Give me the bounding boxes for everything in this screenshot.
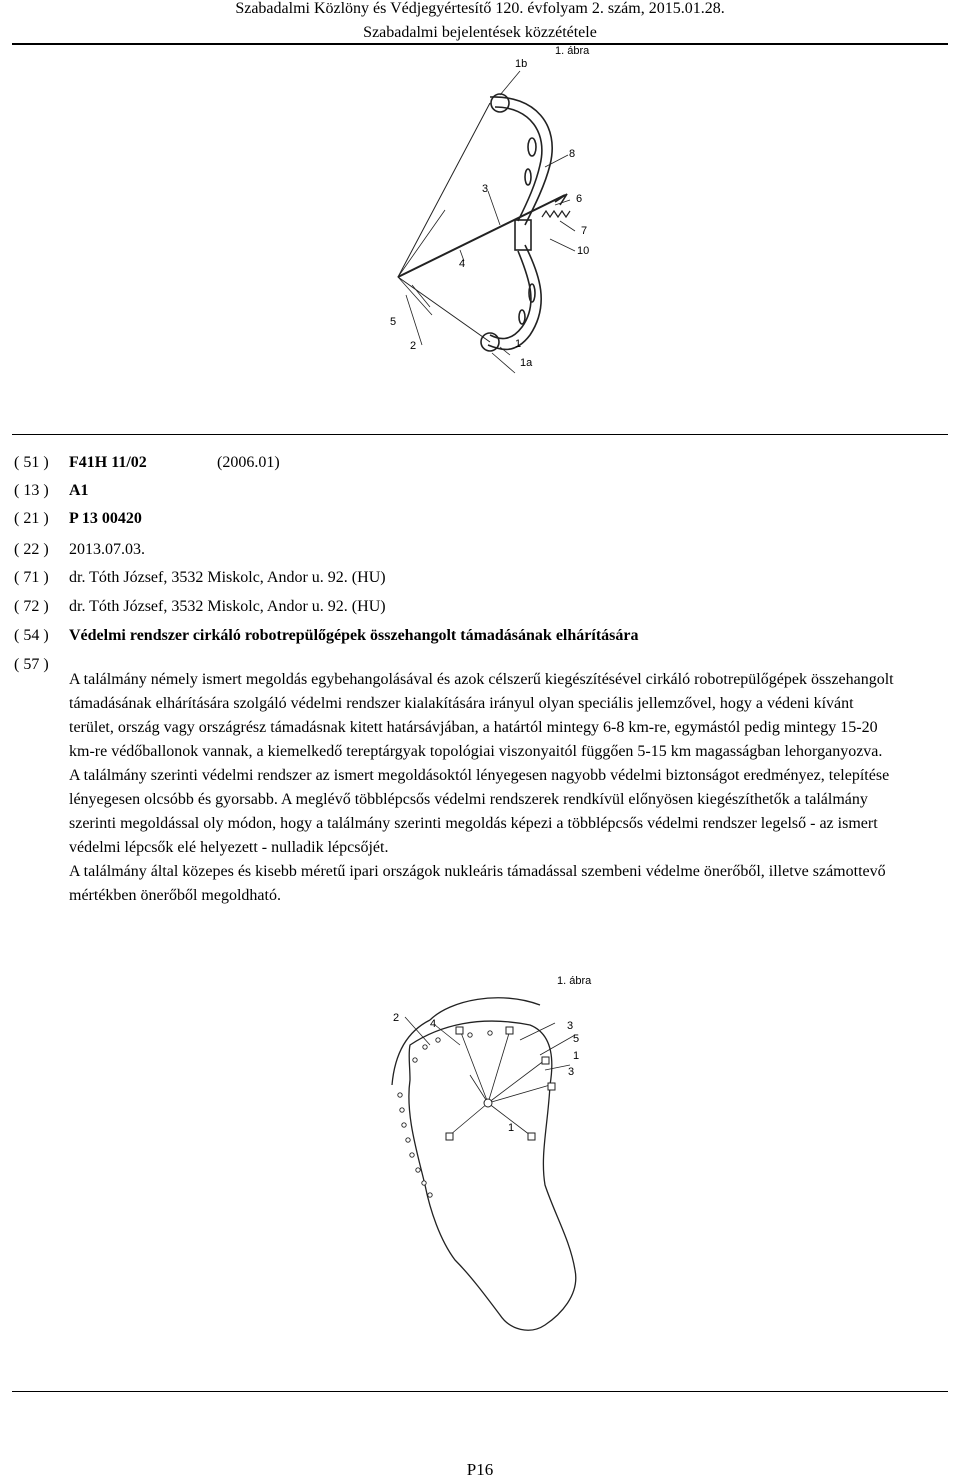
footer-divider — [12, 1391, 948, 1392]
figure-top-label-5: 5 — [390, 316, 397, 328]
figure-top-label-8: 8 — [569, 148, 576, 160]
application-number: P 13 00420 — [69, 510, 142, 527]
field-code: ( 21 ) — [14, 510, 49, 527]
abstract — [69, 668, 899, 908]
figure-top-drawing — [360, 55, 620, 385]
field-code: ( 22 ) — [14, 541, 49, 558]
figure-bottom-label-1b: 1 — [508, 1122, 515, 1134]
figure-top-label-6: 6 — [576, 193, 583, 205]
ipc-class: F41H 11/02 — [69, 454, 147, 471]
figure-top-caption: 1. ábra — [555, 45, 590, 57]
figure-bottom-caption: 1. ábra — [557, 975, 592, 987]
field-code: ( 51 ) — [14, 454, 49, 471]
field-code: ( 71 ) — [14, 569, 49, 586]
figure-top-label-3: 3 — [482, 183, 489, 195]
figure-bottom-label-2: 2 — [393, 1012, 400, 1024]
figure-top-label-2: 2 — [410, 340, 417, 352]
figure-bottom-label-5: 5 — [573, 1033, 580, 1045]
abstract-paragraph: A találmány szerinti védelmi rendszer az ismert megoldásoktól lényegesen nagyobb védelmi biztonságot eredményez, telepítése lényegesen olcsóbb és gyorsabb. A meglévő többlépcsős védelmi rendszerek rendkívül előnyösen kiegészíthetők a találmány szerinti megoldással oly módon, hogy a találmány szerinti megoldás képezi a többlépcsős védelmi rendszer legelső - az ismert védelmi lépcsők elé helyezett - nulladik lépcsőjét. — [69, 767, 890, 856]
publication-header: Szabadalmi Közlöny és Védjegyértesítő 120. évfolyam 2. szám, 2015.01.28. — [235, 0, 725, 17]
field-code: ( 54 ) — [14, 627, 49, 644]
section-header: Szabadalmi bejelentések közzététele — [363, 24, 597, 41]
ipc-date: (2006.01) — [217, 454, 280, 471]
document-kind: A1 — [69, 482, 89, 499]
figure-top-label-1: 1 — [515, 338, 522, 350]
figure-bottom-label-3a: 3 — [567, 1020, 574, 1032]
abstract-paragraph: A találmány némely ismert megoldás egybehangolásával és azok célszerű kiegészítésével cirkáló robotrepülőgépek összehangolt támadásának elhárítására szolgáló védelmi rendszer kialakítására irányul olyan speciális jellemzővel, hogy a védeni kívánt terület, ország vagy országrész támadásnak kitett határsávjában, a határtól mintegy 6-8 km-re, egymástól pedig mintegy 15-20 km-re védőballonok vannak, a kiemelkedő tereptárgyak topológiai viszonyaitól függően 5-15 km magasságban lehorganyozva. — [69, 671, 894, 760]
figure-bottom-label-3b: 3 — [568, 1066, 575, 1078]
applicant: dr. Tóth József, 3532 Miskolc, Andor u. 92. (HU) — [69, 569, 386, 586]
page-number: P16 — [466, 1460, 494, 1479]
header-divider — [12, 43, 948, 45]
figure-top-label-4: 4 — [459, 258, 466, 270]
field-code: ( 72 ) — [14, 598, 49, 615]
figure-bottom-label-4: 4 — [430, 1018, 437, 1030]
field-code: ( 13 ) — [14, 482, 49, 499]
figure-top-label-1a: 1a — [520, 357, 533, 369]
bibliographic-divider — [12, 434, 948, 435]
abstract-paragraph: A találmány által közepes és kisebb méretű ipari országok nukleáris támadással szembeni védelme önerőből, illetve számottevő mértékben önerőből megoldható. — [69, 863, 886, 904]
figure-top-label-10: 10 — [577, 245, 590, 257]
figure-bottom-label-1a: 1 — [573, 1050, 580, 1062]
invention-title: Védelmi rendszer cirkáló robotrepülőgépek összehangolt támadásának elhárítására — [69, 627, 639, 644]
figure-top-label-1b: 1b — [515, 58, 528, 70]
figure-top-label-7: 7 — [581, 225, 588, 237]
inventor: dr. Tóth József, 3532 Miskolc, Andor u. 92. (HU) — [69, 598, 386, 615]
filing-date: 2013.07.03. — [69, 541, 145, 558]
field-code: ( 57 ) — [14, 656, 49, 673]
